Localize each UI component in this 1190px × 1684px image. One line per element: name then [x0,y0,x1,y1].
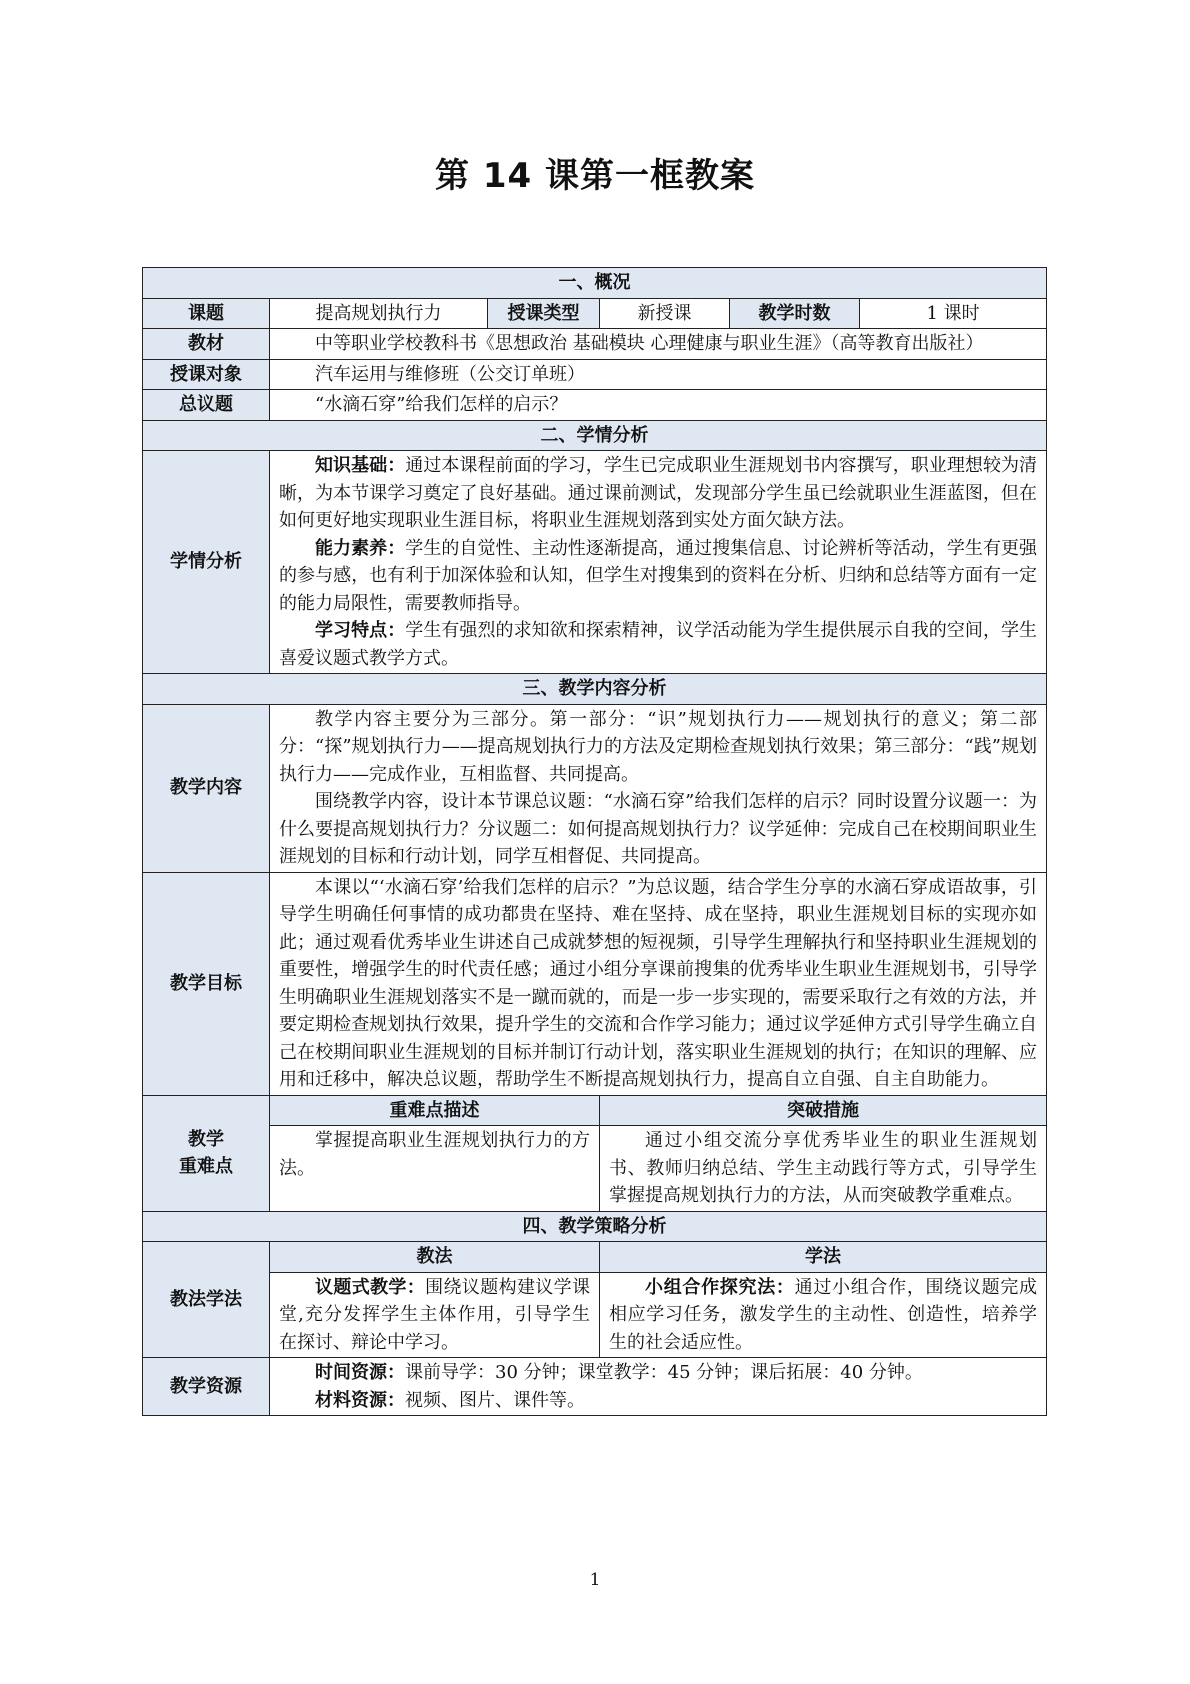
student-analysis-label: 学情分析 [143,451,270,674]
textbook-value: 中等职业学校教科书《思想政治 基础模块 心理健康与职业生涯》（高等教育出版社） [270,329,1047,360]
page-number: 1 [589,1570,601,1590]
key-points-description: 掌握提高职业生涯规划执行力的方法。 [270,1126,600,1212]
knowledge-basis-text: 通过本课程前面的学习，学生已完成职业生涯规划书内容撰写，职业理想较为清晰，为本节课学习奠定了良好基础。通过课前测试，发现部分学生虽已绘就职业生涯蓝图，但在如何更好地实现职业生涯目标，将职业生涯规划落到实处方面欠缺方法。 [279,455,1038,531]
student-analysis-content [270,451,1047,674]
audience-value: 汽车运用与维修班（公交订单班） [270,359,1047,390]
page-title: 第 14 课第一框教案 [435,156,755,196]
topic-label: 课题 [143,298,270,329]
breakthrough-measures: 通过小组交流分享优秀毕业生的职业生涯规划书、教师归纳总结、学生主动践行等方式，引导学生掌握提高规划执行力的方法，从而突破教学重难点。 [600,1126,1047,1212]
teaching-hours-label: 教学时数 [730,298,860,329]
key-points-label [143,1095,270,1211]
main-issue-value: “水滴石穿”给我们怎样的启示？ [270,390,1047,421]
textbook-label: 教材 [143,329,270,360]
key-points-label-line-1: 教学 [188,1128,224,1150]
section-header-overview: 一、概况 [143,268,1047,299]
teaching-method-body: 围绕议题构建议学课堂,充分发挥学生主体作用，引导学生在探讨、辩论中学习。 [279,1276,591,1353]
teaching-method-lead: 议题式教学： [315,1276,426,1298]
learning-traits-lead: 学习特点： [315,620,406,641]
main-issue-label: 总议题 [143,390,270,421]
learning-method-body: 通过小组合作，围绕议题完成相应学习任务，激发学生的主动性、创造性，培养学生的社会适应性。 [609,1276,1038,1353]
teaching-goal-text: 本课以“‘水滴石穿’给我们怎样的启示？”为总议题，结合学生分享的水滴石穿成语故事，引导学生明确任何事情的成功都贵在坚持、难在坚持、成在坚持，职业生涯规划目标的实现亦如此；通过观看优秀毕业生讲述自己成就梦想的短视频，引导学生理解执行和坚持职业生涯规划的重要性，增强学生的时代责任感；通过小组分享课前搜集的优秀毕业生职业生涯规划书，引导学生明确职业生涯规划落实不是一蹴而就的，而是一步一步实现的，需要采取行之有效的方法，并要定期检查规划执行效果，提升学生的交流和合作学习能力；通过议学延伸方式引导学生确立自己在校期间职业生涯规划的目标并制订行动计划，落实职业生涯规划的执行；在知识的理解、应用和迁移中，解决总议题，帮助学生不断提高规划执行力，提高自立自强、自主自助能力。 [270,872,1047,1095]
resources-cell [270,1358,1047,1416]
learning-method-header: 学法 [600,1242,1047,1273]
teaching-method-header: 教法 [270,1242,600,1273]
breakthrough-measures-header: 突破措施 [600,1095,1047,1126]
lesson-plan-table [142,267,1047,1416]
teaching-method-text [270,1272,600,1358]
methods-label: 教法学法 [143,1242,270,1358]
learning-traits-text: 学生有强烈的求知欲和探索精神，议学活动能为学生提供展示自我的空间，学生喜爱议题式教学方式。 [279,620,1038,669]
teaching-content-paragraph-2: 围绕教学内容，设计本节课总议题：“水滴石穿”给我们怎样的启示？同时设置分议题一：为什么要提高规划执行力？分议题二：如何提高规划执行力？议学延伸：完成自己在校期间职业生涯规划的目标和行动计划，同学互相督促、共同提高。 [279,791,1038,867]
teaching-content-cell [270,704,1047,872]
key-points-label-line-2: 重难点 [179,1156,233,1177]
time-resources-lead: 时间资源： [315,1362,405,1383]
learning-method-text [600,1272,1047,1358]
lesson-type-label: 授课类型 [488,298,600,329]
material-resources-text: 视频、图片、课件等。 [405,1389,585,1411]
ability-text: 学生的自觉性、主动性逐渐提高，通过搜集信息、讨论辨析等活动，学生有更强的参与感，也有利于加深体验和认知，但学生对搜集到的资料在分析、归纳和总结等方面有一定的能力局限性，需要教师指导。 [279,537,1038,614]
lesson-type-value: 新授课 [600,298,730,329]
time-resources [279,1359,1037,1387]
material-resources-lead: 材料资源： [315,1389,405,1411]
material-resources [279,1387,1037,1415]
time-resources-text: 课前导学：30 分钟；课堂教学：45 分钟；课后拓展：40 分钟。 [405,1362,923,1383]
audience-label: 授课对象 [143,359,270,390]
learning-method-lead: 小组合作探究法： [645,1276,795,1298]
topic-value: 提高规划执行力 [270,298,488,329]
section-header-strategy: 四、教学策略分析 [143,1211,1047,1242]
knowledge-basis-paragraph [279,452,1037,535]
section-header-student-analysis: 二、学情分析 [143,420,1047,451]
teaching-content-label: 教学内容 [143,704,270,872]
learning-traits-paragraph [279,617,1037,672]
key-points-description-header: 重难点描述 [270,1095,600,1126]
ability-lead: 能力素养： [315,537,406,559]
teaching-content-paragraph-1: 教学内容主要分为三部分。第一部分：“识”规划执行力——规划执行的意义；第二部分：“探”规划执行力——提高规划执行力的方法及定期检查规划执行效果；第三部分：“践”规划执行力——完成作业，互相监督、共同提高。 [279,708,1038,785]
teaching-goal-label: 教学目标 [143,872,270,1095]
ability-paragraph [279,535,1037,618]
resources-label: 教学资源 [143,1358,270,1416]
knowledge-basis-lead: 知识基础： [315,455,406,476]
teaching-hours-value: 1 课时 [860,298,1047,329]
section-header-content-analysis: 三、教学内容分析 [143,674,1047,705]
